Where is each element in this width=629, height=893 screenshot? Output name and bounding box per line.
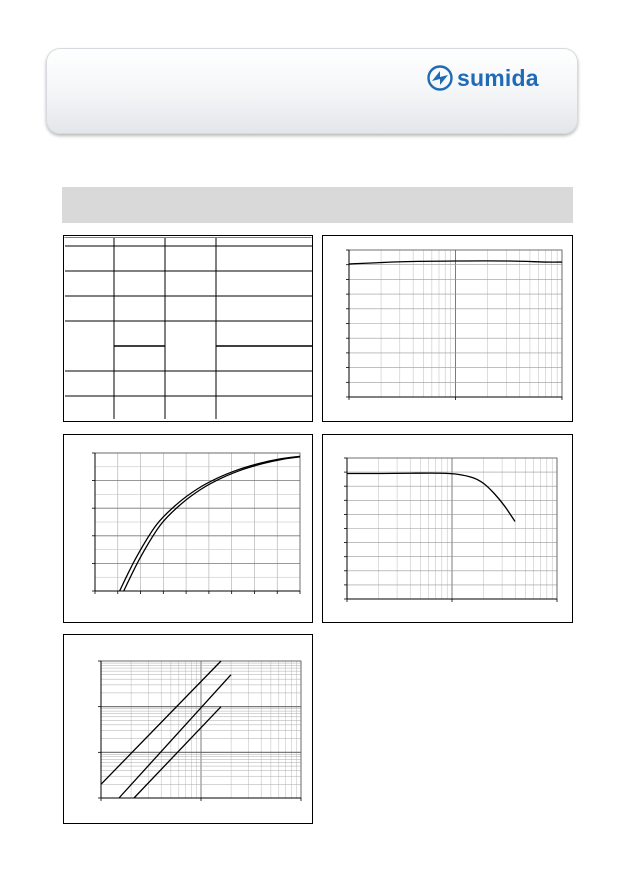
grid: [95, 453, 300, 591]
series-curve-a: [120, 456, 300, 591]
chart-2: [64, 435, 312, 622]
chart-panel-3: [322, 434, 573, 623]
chart-4: [64, 635, 312, 823]
series-line-2: [119, 675, 231, 798]
grid: [349, 250, 562, 397]
chart-panel-1: [322, 235, 573, 422]
chart-1: [323, 236, 572, 421]
chart-panel-4: [63, 634, 313, 824]
grid: [347, 458, 557, 599]
sumida-logo-icon: [427, 65, 453, 91]
section-title-bar: [62, 187, 573, 223]
spec-table: [64, 236, 312, 421]
spec-table-panel: [63, 235, 313, 422]
chart-panel-2: [63, 434, 313, 623]
chart-3: [323, 435, 572, 622]
series-curve-b: [124, 457, 300, 591]
brand-name: sumida: [457, 65, 539, 91]
brand-logo: [427, 64, 539, 92]
